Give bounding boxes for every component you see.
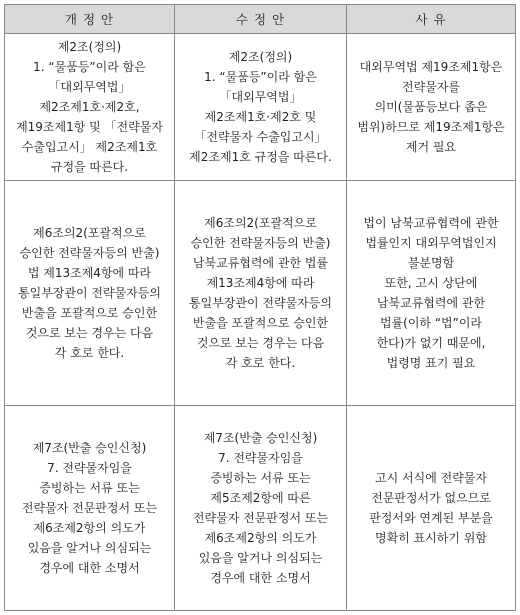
cell-revision (5, 181, 175, 406)
text-line: 제2조(정의) (228, 50, 293, 64)
cell-text (9, 438, 170, 578)
text-line: 제6조제2항의 의도가 (204, 531, 317, 545)
text-line: 법령명 표기 필요 (386, 356, 476, 370)
text-line: 고시 서식에 전략물자 (375, 471, 487, 485)
text-line: 전략물자를 (402, 80, 460, 94)
text-line: 7. 전략물자임을 (218, 451, 303, 465)
header-row (5, 5, 516, 34)
cell-revision (5, 34, 175, 181)
text-line: 것으로 보는 경우는 다음 (25, 326, 154, 340)
text-line: 있음을 알거나 의심되는 (198, 551, 323, 565)
text-line: 한다)가 없기 때문에, (376, 336, 486, 350)
text-line: 전문판정서가 없으므로 (371, 491, 491, 505)
text-line: 반출을 포괄적으로 승인한 (192, 316, 329, 330)
text-line: 전략물자 전문판정서 또는 (192, 511, 329, 525)
text-line: 제2조(정의) (57, 40, 122, 54)
text-line: 경우에 대한 소명서 (210, 571, 311, 585)
comparison-document (4, 4, 515, 611)
text-line: 7. 전략물자임을 (47, 461, 132, 475)
text-line: 승인한 전략물자등의 반출) (19, 246, 160, 260)
text-line: 제2조제1호·제2호, (39, 100, 140, 114)
cell-reason (347, 34, 516, 181)
text-line: 있음을 알거나 의심되는 (27, 541, 152, 555)
cell-revision (5, 406, 175, 611)
text-line: 법이 남북교류협력에 관한 (363, 216, 499, 230)
text-line: 제거 필요 (405, 140, 457, 154)
cell-reason (347, 406, 516, 611)
cell-reason (347, 181, 516, 406)
table-row (5, 181, 516, 406)
text-line: 또한, 고시 상단에 (384, 276, 478, 290)
text-line: 1. “물품등”이라 함은 (33, 60, 146, 74)
text-line: 「대외무역법」 (219, 90, 302, 104)
text-line: 법률인지 대외무역법인지 (365, 236, 497, 250)
revision-comparison-table (4, 4, 516, 611)
text-line: 제7조(반출 승인신청) (32, 441, 147, 455)
text-line: 범위)하므로 제19조제1항은 (357, 120, 505, 134)
cell-amended (175, 181, 347, 406)
cell-text (351, 213, 511, 373)
text-line: 제6조의2(포괄적으로 (204, 216, 317, 230)
text-line: 각 호로 한다. (225, 356, 296, 370)
text-line: 경우에 대한 소명서 (39, 561, 140, 575)
text-line: 제5조제2항에 따른 (210, 491, 311, 505)
text-line: 제13조제4항에 따라 (206, 276, 315, 290)
cell-amended (175, 34, 347, 181)
text-line: 수출입고시」 제2조제1호 (21, 140, 158, 154)
table-row (5, 34, 516, 181)
text-line: 「대외무역법」 (48, 80, 131, 94)
cell-text (351, 468, 511, 548)
text-line: 남북교류협력에 관한 법률 (192, 256, 329, 270)
text-line: 규정을 따른다. (50, 160, 129, 174)
header-amended: 수 정 안 (175, 5, 347, 34)
text-line: 제2조제1호·제2호 및 (204, 110, 317, 124)
text-line: 반출을 포괄적으로 승인한 (21, 306, 158, 320)
cell-text (179, 428, 342, 588)
text-line: 것으로 보는 경우는 다음 (196, 336, 325, 350)
text-line: 제6조의2(포괄적으로 (33, 226, 146, 240)
cell-text (9, 223, 170, 363)
text-line: 전략물자 전문판정서 또는 (21, 501, 158, 515)
text-line: 증빙하는 서류 또는 (39, 481, 140, 495)
text-line: 법률(이하 “법”이라 (379, 316, 483, 330)
text-line: 불분명함 (407, 256, 455, 270)
text-line: 제6조제2항의 의도가 (33, 521, 146, 535)
header-revision: 개 정 안 (5, 5, 175, 34)
header-reason: 사 유 (347, 5, 516, 34)
text-line: 각 호로 한다. (54, 346, 125, 360)
table-row (5, 406, 516, 611)
text-line: 명확히 표시하기 위함 (375, 531, 487, 545)
text-line: 제19조제1항 및 「전략물자 (16, 120, 163, 134)
text-line: 증빙하는 서류 또는 (210, 471, 311, 485)
cell-text (351, 57, 511, 157)
text-line: 제7조(반출 승인신청) (203, 431, 318, 445)
text-line: 제2조제1호 규정을 따른다. (189, 150, 332, 164)
cell-amended (175, 406, 347, 611)
text-line: 1. “물품등”이라 함은 (204, 70, 317, 84)
text-line: 판정서와 연계된 부분을 (369, 511, 493, 525)
text-line: 승인한 전략물자등의 반출) (190, 236, 331, 250)
text-line: 의미(물품등보다 좁은 (374, 100, 488, 114)
text-line: 법 제13조제4항에 따라 (27, 266, 152, 280)
text-line: 남북교류협력에 관한 (376, 296, 486, 310)
text-line: 통일부장관이 전략물자등의 (18, 286, 161, 300)
cell-text (179, 47, 342, 167)
text-line: 「전략물자 수출입고시」 (194, 130, 327, 144)
cell-text (9, 37, 170, 177)
text-line: 대외무역법 제19조제1항은 (359, 60, 503, 74)
text-line: 통일부장관이 전략물자등의 (189, 296, 332, 310)
cell-text (179, 213, 342, 373)
